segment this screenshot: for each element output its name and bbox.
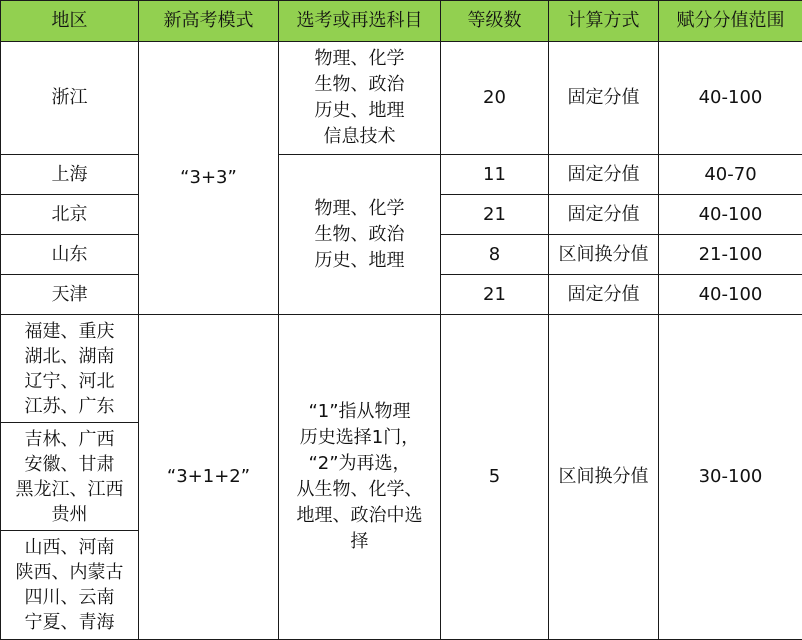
method-cell: 固定分值 bbox=[549, 155, 659, 195]
levels-cell: 21 bbox=[441, 275, 549, 315]
region-cell: 上海 bbox=[1, 155, 139, 195]
levels-cell: 21 bbox=[441, 195, 549, 235]
method-cell: 固定分值 bbox=[549, 275, 659, 315]
header-region: 地区 bbox=[1, 1, 139, 42]
range-cell: 40-100 bbox=[659, 275, 802, 315]
mode-cell: “3+3” bbox=[139, 42, 279, 315]
levels-cell: 8 bbox=[441, 235, 549, 275]
region-group-cell: 山西、河南 陕西、内蒙古 四川、云南 宁夏、青海 bbox=[1, 531, 139, 640]
range-cell: 40-100 bbox=[659, 42, 802, 155]
levels-cell: 20 bbox=[441, 42, 549, 155]
method-cell: 区间换分值 bbox=[549, 315, 659, 640]
header-range: 赋分分值范围 bbox=[659, 1, 802, 42]
region-cell: 浙江 bbox=[1, 42, 139, 155]
levels-cell: 5 bbox=[441, 315, 549, 640]
header-levels: 等级数 bbox=[441, 1, 549, 42]
range-cell: 30-100 bbox=[659, 315, 802, 640]
range-cell: 40-70 bbox=[659, 155, 802, 195]
region-group-cell: 吉林、广西 安徽、甘肃 黑龙江、江西 贵州 bbox=[1, 423, 139, 531]
method-cell: 固定分值 bbox=[549, 195, 659, 235]
header-mode: 新高考模式 bbox=[139, 1, 279, 42]
range-cell: 21-100 bbox=[659, 235, 802, 275]
header-row bbox=[1, 1, 802, 42]
header-method: 计算方式 bbox=[549, 1, 659, 42]
table-row bbox=[1, 315, 802, 423]
region-group-cell: 福建、重庆 湖北、湖南 辽宁、河北 江苏、广东 bbox=[1, 315, 139, 423]
region-cell: 天津 bbox=[1, 275, 139, 315]
table-row bbox=[1, 155, 802, 195]
method-cell: 固定分值 bbox=[549, 42, 659, 155]
levels-cell: 11 bbox=[441, 155, 549, 195]
subjects-cell: 物理、化学 生物、政治 历史、地理 信息技术 bbox=[279, 42, 441, 155]
subjects-cell: “1”指从物理 历史选择1门， “2”为再选， 从生物、化学、 地理、政治中选 择 bbox=[279, 315, 441, 640]
region-cell: 山东 bbox=[1, 235, 139, 275]
subjects-cell: 物理、化学 生物、政治 历史、地理 bbox=[279, 155, 441, 315]
table-row bbox=[1, 42, 802, 155]
region-cell: 北京 bbox=[1, 195, 139, 235]
header-subjects: 选考或再选科目 bbox=[279, 1, 441, 42]
range-cell: 40-100 bbox=[659, 195, 802, 235]
mode-cell: “3+1+2” bbox=[139, 315, 279, 640]
method-cell: 区间换分值 bbox=[549, 235, 659, 275]
